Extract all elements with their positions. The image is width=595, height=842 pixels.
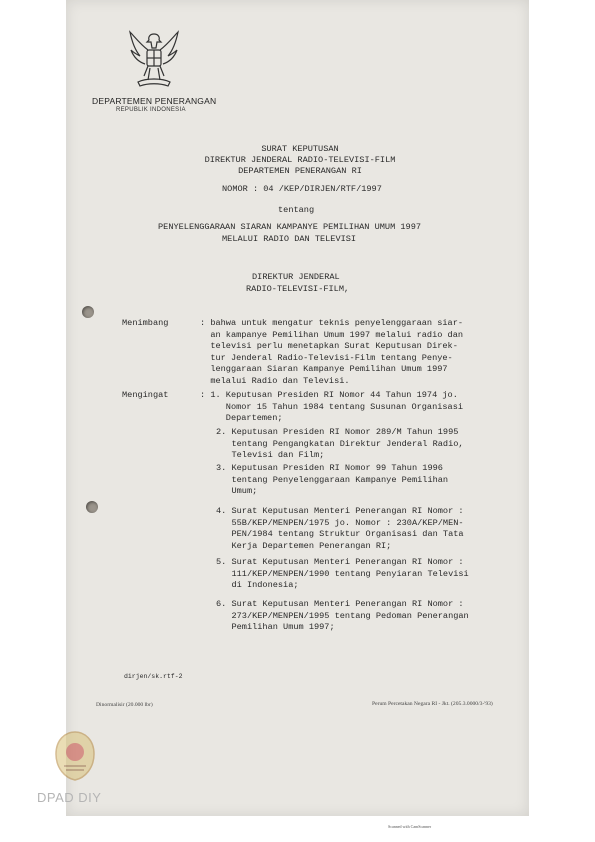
- document-ref: dirjen/sk.rtf-2: [124, 673, 183, 680]
- mengingat-label: Mengingat: [122, 390, 169, 400]
- watermark-text: DPAD DIY: [37, 790, 102, 805]
- mengingat-item-1: : 1. Keputusan Presiden RI Nomor 44 Tahun 1974 jo. Nomor 15 Tahun 1984 tentang Susunan Organisasi Departemen;: [200, 390, 464, 424]
- mengingat-item-4: 4. Surat Keputusan Menteri Penerangan RI Nomor : 55B/KEP/MENPEN/1975 jo. Nomor : 230A/KEP/MEN- PEN/1984 tentang Struktur Organisasi dan Tata Kerja Departemen Penerangan RI;: [216, 506, 464, 551]
- mengingat-item-5: 5. Surat Keputusan Menteri Penerangan RI Nomor : 111/KEP/MENPEN/1990 tentang Penyiaran Televisi di Indonesia;: [216, 557, 469, 591]
- official-line-1: DIREKTUR JENDERAL: [252, 272, 340, 282]
- official-line-2: RADIO-TELEVISI-FILM,: [246, 284, 350, 294]
- subject-line-2: MELALUI RADIO DAN TELEVISI: [222, 234, 357, 244]
- title-line-3: DEPARTEMEN PENERANGAN RI: [238, 166, 362, 176]
- footer-right: Perum Percetakan Negara RI - Jkt. (205.3.0000/3-'93): [372, 701, 493, 707]
- punch-hole: [86, 501, 98, 513]
- menimbang-text: : bahwa untuk mengatur teknis penyelenggaraan siar- an kampanye Pemilihan Umum 1997 melalui radio dan televisi perlu menetapkan Surat Keputusan Direk- tur Jenderal Radio-Televisi-Film tentang Penye- lenggaraan Siaran Kampanye Pemilihan Umum 1997 melalui Radio dan Televisi.: [200, 318, 464, 386]
- republic-name: REPUBLIK INDONESIA: [116, 107, 186, 113]
- garuda-emblem: [126, 28, 182, 90]
- department-name: DEPARTEMEN PENERANGAN: [92, 96, 217, 106]
- menimbang-label: Menimbang: [122, 318, 169, 328]
- title-line-2: DIREKTUR JENDERAL RADIO-TELEVISI-FILM: [204, 155, 396, 165]
- title-line-1: SURAT KEPUTUSAN: [261, 144, 339, 154]
- scanner-note: Scanned with CamScanner: [388, 824, 432, 829]
- tentang-label: tentang: [278, 205, 315, 215]
- punch-hole: [82, 306, 94, 318]
- mengingat-item-2: 2. Keputusan Presiden RI Nomor 289/M Tahun 1995 tentang Pengangkatan Direktur Jenderal Radio, Televisi dan Film;: [216, 427, 464, 461]
- footer-left: Dinormalisir (20.000 lbr): [96, 702, 153, 708]
- mengingat-item-6: 6. Surat Keputusan Menteri Penerangan RI Nomor : 273/KEP/MENPEN/1995 tentang Pedoman Penerangan Pemilihan Umum 1997;: [216, 599, 469, 633]
- decree-number: NOMOR : 04 /KEP/DIRJEN/RTF/1997: [222, 184, 382, 194]
- archive-watermark-emblem: [52, 730, 98, 782]
- mengingat-item-3: 3. Keputusan Presiden RI Nomor 99 Tahun 1996 tentang Penyelenggaraan Kampanye Pemilihan Umum;: [216, 463, 449, 497]
- subject-line-1: PENYELENGGARAAN SIARAN KAMPANYE PEMILIHAN UMUM 1997: [158, 222, 422, 232]
